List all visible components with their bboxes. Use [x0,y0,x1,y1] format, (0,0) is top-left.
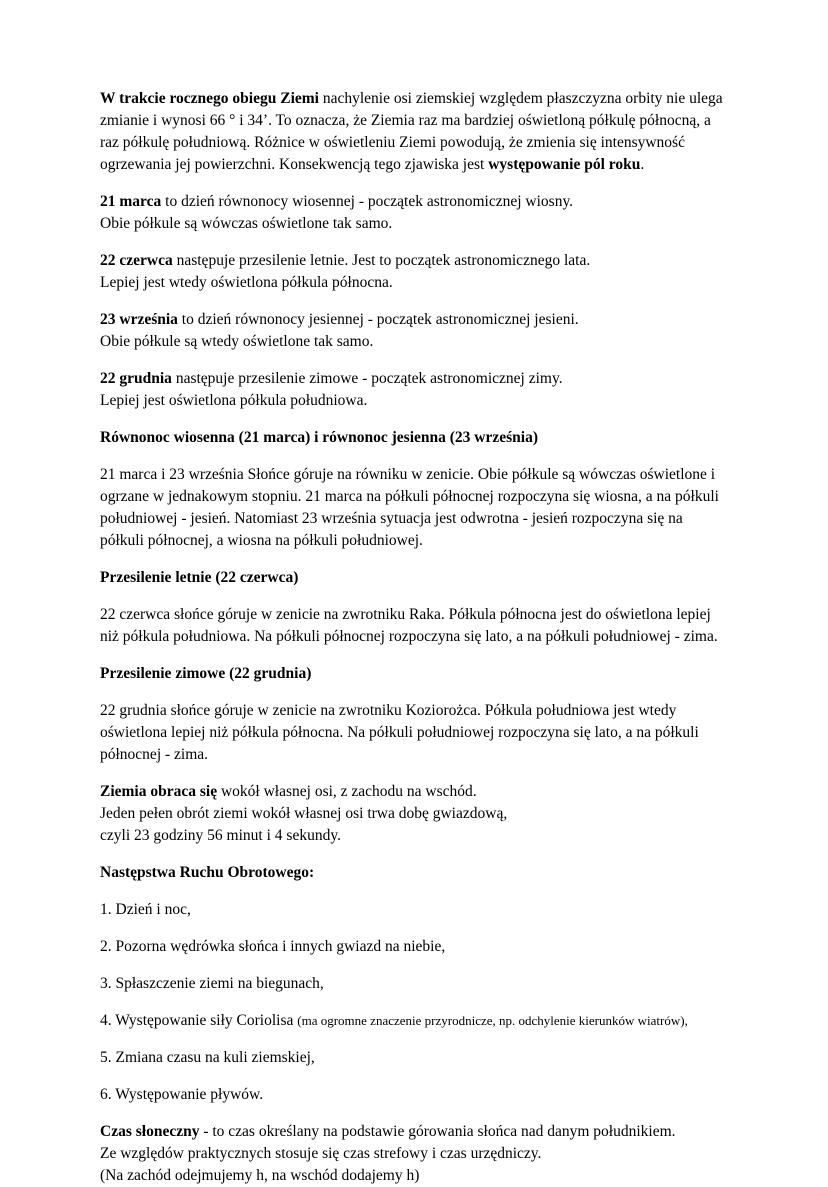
list-item-text: 2. Pozorna wędrówka słońca i innych gwiazd na niebie, [100,938,446,955]
date-text: to dzień równonocy jesiennej - początek astronomicznej jesieni. [177,311,579,328]
intro-bold-lead: W trakcie rocznego obiegu Ziemi [100,90,319,107]
date-bold: 22 czerwca [100,252,173,269]
date-paragraph-21-marca [100,191,728,235]
list-item-4 [100,1010,728,1032]
rotation-bold-lead: Ziemia obraca się [100,783,218,800]
date-line2: Obie półkule są wówczas oświetlone tak samo. [100,215,393,232]
rotation-paragraph [100,781,728,847]
date-bold: 21 marca [100,193,162,210]
date-paragraph-23-wrzesnia [100,309,728,353]
solar-time-paragraph [100,1121,728,1187]
list-item-2 [100,936,728,958]
list-heading-rotation-effects: Następstwa Ruchu Obrotowego: [100,864,315,881]
list-item-text: 4. Występowanie siły Coriolisa [100,1012,298,1029]
date-bold: 22 grudnia [100,370,172,387]
section-body-winter-solstice: 22 grudnia słońce góruje w zenicie na zwrotniku Koziorożca. Półkula południowa jest wtedy oświetlona lepiej niż półkula północna. Na półkuli południowej rozpoczyna się lato, a na półkuli północnej - zima. [100,702,699,763]
list-item-6 [100,1084,728,1106]
section-body-summer-solstice: 22 czerwca słońce góruje w zenicie na zwrotniku Raka. Półkula północna jest do oświetlona lepiej niż półkula południowa. Na półkuli północnej rozpoczyna się lato, a na półkuli południowej - zima. [100,606,718,645]
section-heading-summer-solstice: Przesilenie letnie (22 czerwca) [100,569,299,586]
intro-text: nachylenie osi ziemskiej względem płaszczyzna orbity nie ulega zmianie i wynosi 66 ° i 34’. To oznacza, że Ziemia raz ma bardziej oświetloną półkulę północną, a raz półkulę południową. Różnice w oświetleniu Ziemi powodują, że zmienia się intensywność ogrzewania jej powierzchni. Konsekwencją tego zjawiska jest [100,90,723,173]
list-item-1 [100,899,728,921]
list-item-note: (ma ogromne znaczenie przyrodnicze, np. odchylenie kierunków wiatrów), [297,1013,688,1028]
list-item-text: 6. Występowanie pływów. [100,1086,264,1103]
rotation-text: wokół własnej osi, z zachodu na wschód. [217,783,477,800]
list-item-text: 3. Spłaszczenie ziemi na biegunach, [100,975,324,992]
date-bold: 23 września [100,311,178,328]
solar-time-line2: Ze względów praktycznych stosuje się czas strefowy i czas urzędniczy. [100,1145,542,1162]
list-item-text: 5. Zmiana czasu na kuli ziemskiej, [100,1049,315,1066]
date-paragraph-22-czerwca [100,250,728,294]
date-text: to dzień równonocy wiosennej - początek astronomicznej wiosny. [161,193,574,210]
solar-time-text: - to czas określany na podstawie górowania słońca nad danym południkiem. [199,1123,676,1140]
date-line2: Lepiej jest oświetlona półkula południowa. [100,392,368,409]
date-paragraph-22-grudnia [100,368,728,412]
list-item-3 [100,973,728,995]
date-line2: Lepiej jest wtedy oświetlona półkula północna. [100,274,393,291]
solar-time-bold-lead: Czas słoneczny [100,1123,200,1140]
list-item-text: 1. Dzień i noc, [100,901,191,918]
rotation-line2: Jeden pełen obrót ziemi wokół własnej osi trwa dobę gwiazdową, [100,805,508,822]
date-text: następuje przesilenie letnie. Jest to początek astronomicznego lata. [172,252,591,269]
section-heading-equinox: Równonoc wiosenna (21 marca) i równonoc jesienna (23 września) [100,429,538,446]
section-heading-winter-solstice: Przesilenie zimowe (22 grudnia) [100,665,312,682]
solar-time-line3: (Na zachód odejmujemy h, na wschód dodajemy h) [100,1167,420,1184]
intro-period: . [640,156,645,173]
rotation-line3: czyli 23 godziny 56 minut i 4 sekundy. [100,827,341,844]
section-body-equinox: 21 marca i 23 września Słońce góruje na równiku w zenicie. Obie półkule są wówczas oświetlone i ogrzane w jednakowym stopniu. 21 marca na półkuli północnej rozpoczyna się wiosna, a na półkuli południowej - jesień. Natomiast 23 września sytuacja jest odwrotna - jesień rozpoczyna się na półkuli północnej, a wiosna na półkuli południowej. [100,466,719,549]
list-item-5 [100,1047,728,1069]
intro-paragraph [100,88,728,176]
date-text: następuje przesilenie zimowe - początek astronomicznej zimy. [171,370,563,387]
intro-bold-phrase: występowanie pól roku [488,156,641,173]
date-line2: Obie półkule są wtedy oświetlone tak samo. [100,333,374,350]
